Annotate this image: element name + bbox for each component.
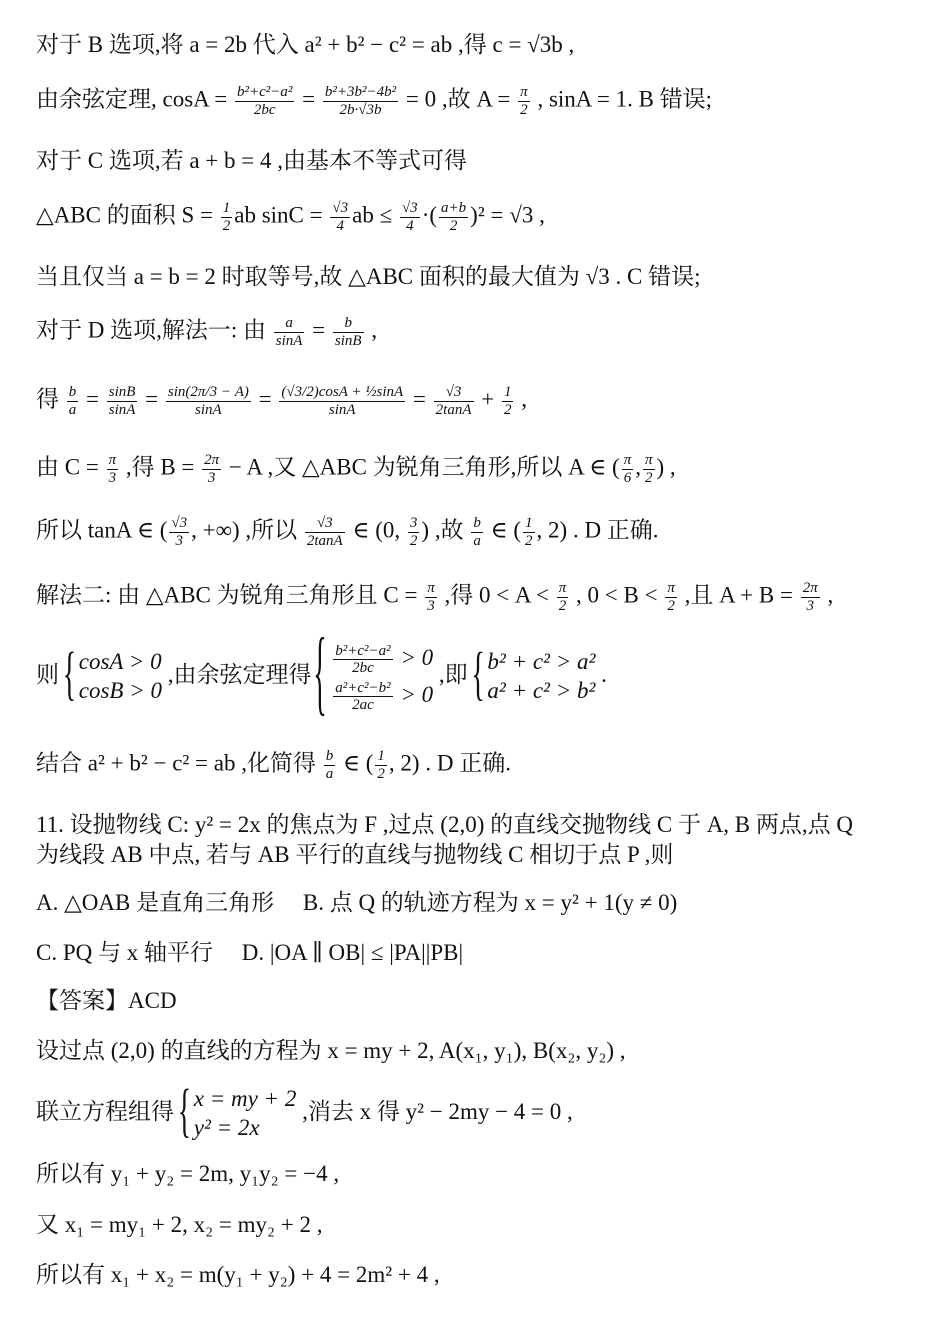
text-segment: 由余弦定理, cosA = [36,86,233,112]
text-line-10: 解法二: 由 △ABC 为锐角三角形且 C = $\frac{\pi}{3}$ ,得 0 < A < $\frac{\pi}{2}$ , 0 < B < $\frac{\pi}{2}$ ,且 A + B = $\frac{2\pi}{3}$ , [36,580,834,614]
text-line-6: 对于 D 选项,解法一: 由 $\frac{a}{\sin A}$ = $\frac{b}{\sin B}$ , [36,315,378,349]
fraction: $\frac{a}{\sin A}$ [275,315,303,349]
equation-system: { $\frac{\text{b²+c²−a²}}{2bc}$ > 0 $\frac{\text{a²+c²−b²}}{2ac}$ > 0 [317,640,433,714]
fraction: $\frac{√3}{3}$ [171,515,188,549]
fraction: $\frac{√3}{4}$ [332,200,349,234]
option-a-b: A. △OAB 是直角三角形 B. 点 Q 的轨迹方程为 x = y² + 1(y ≠ 0) [36,890,678,915]
fraction: $\frac{√3}{2\tan A}$ [435,384,472,418]
fraction: $\frac{1}{2}$ [222,200,231,234]
text-line-19: 联立方程组得 { x = my + 2 y² = 2x ,消去 x 得 y² − 2my − 4 = 0 , [36,1085,573,1143]
text-line-5: 当且仅当 a = b = 2 时取等号,故 △ABC 面积的最大值为 √3 . C 错误; [36,264,701,289]
answer-label: 【答案】ACD [36,988,177,1013]
fraction: $\frac{\sin B}{\sin A}$ [108,384,136,418]
fraction: $\frac{3}{2}$ [409,515,418,549]
text-line-9: 所以 tanA ∈ ( $\frac{√3}{3}$ , +∞) ,所以 $\frac{√3}{2\tan A}$ ∈ (0, $\frac{3}{2}$ ) ,故 $\frac{b}{a}$ ∈ ( $\frac{1}{2}$ , 2) . D 正确. [36,515,659,549]
fraction: $\frac{b}{a}$ [325,748,334,782]
text-line-4: △ABC 的面积 S = $\frac{1}{2}$ ab sinC = $\frac{√3}{4}$ ab ≤ $\frac{√3}{4}$ ·( $\frac{a+b}{2}$ )² = √3 , [36,200,545,234]
question-11-stem-line1: 11. 设抛物线 C: y² = 2x 的焦点为 F ,过点 (2,0) 的直线交抛物线 C 于 A, B 两点,点 Q [36,812,854,837]
equation-system: { b² + c² > a² a² + c² > b² [473,648,595,706]
fraction: $\frac{\pi}{2}$ [667,580,675,614]
text-line-11: 则 { cosA > 0 cosB > 0 ,由余弦定理得 { $\frac{\text{b²+c²−a²}}{2bc}$ > 0 $\frac{\text{a²+c²−b²}}{2ac}$ > 0 ,即 { b² + c² > a² a² + c² > b² . [36,640,607,714]
fraction: $\frac{1}{2}$ [503,384,512,418]
question-11-stem-line2: 为线段 AB 中点, 若与 AB 平行的直线与抛物线 C 相切于点 P ,则 [36,842,674,867]
text-line-7: 得 $\frac{b}{a}$ = $\frac{\sin B}{\sin A}$ = $\frac{\sin(2\pi/3 - A)}{\sin A}$ = $\frac{\text{(√3/2)cosA + ½sinA}}{\sin A}$ = $\frac{√3}{2\tan A}$ + $\frac{1}{2}$ , [36,384,527,418]
fraction: $\frac{b}{a}$ [473,515,481,549]
fraction: $\frac{\pi}{2}$ [644,452,653,486]
equation-system: { x = my + 2 y² = 2x [180,1085,297,1143]
fraction: $\frac{1}{2}$ [377,748,385,782]
fraction: $\frac{\sin(2\pi/3 - A)}{\sin A}$ [167,384,249,418]
fraction: $\frac{b}{\sin B}$ [334,315,362,349]
option-c-d: C. PQ 与 x 轴平行 D. |OA ∥ OB| ≤ |PA||PB| [36,940,464,965]
fraction: $\frac{1}{2}$ [525,515,533,549]
text-line-21: 又 x₁ = my₁ + 2, x₂ = my₂ + 2 , [36,1212,323,1237]
fraction: $\frac{\pi}{2}$ [558,580,567,614]
fraction: $\frac{√3}{2\tan A}$ [306,515,343,549]
text-line-12: 结合 a² + b² − c² = ab ,化简得 $\frac{b}{a}$ ∈ ( $\frac{1}{2}$ , 2) . D 正确. [36,748,511,782]
text-segment: = 0 ,故 A = [400,86,517,112]
text-segment: , sinA = 1. B 错误; [531,86,713,112]
fraction: $\frac{\text{b²+3b²−4b²}}{2b\cdot√3b}$ [324,84,397,118]
fraction: $\frac{\pi}{6}$ [623,452,632,486]
fraction: $\frac{\pi}{2}$ [520,84,528,118]
fraction: $\frac{2\pi}{3}$ [802,580,818,614]
fraction: $\frac{\text{(√3/2)cosA + ½sinA}}{\sin A}$ [281,384,404,418]
fraction: $\frac{b}{a}$ [68,384,77,418]
fraction: $\frac{\pi}{3}$ [108,452,117,486]
text-line-2: 由余弦定理, cosA = $\frac{\text{b²+c²−a²}}{2bc}$ = $\frac{\text{b²+3b²−4b²}}{2b\cdot√3b}$ = 0 ,故 A = $\frac{\pi}{2}$ , sinA = 1. B 错误; [36,84,713,118]
fraction: $\frac{\pi}{3}$ [427,580,435,614]
text-line-1: 对于 B 选项,将 a = 2b 代入 a² + b² − c² = ab ,得 c = √3b , [36,32,575,57]
text-line-18: 设过点 (2,0) 的直线的方程为 x = my + 2, A(x₁, y₁), B(x₂, y₂) , [36,1038,626,1063]
text-line-3: 对于 C 选项,若 a + b = 4 ,由基本不等式可得 [36,148,467,173]
fraction: $\frac{√3}{4}$ [401,200,418,234]
text-line-20: 所以有 y₁ + y₂ = 2m, y₁y₂ = −4 , [36,1161,340,1186]
fraction: $\frac{a+b}{2}$ [441,200,467,234]
text-line-8: 由 C = $\frac{\pi}{3}$ ,得 B = $\frac{2\pi}{3}$ − A ,又 △ABC 为锐角三角形,所以 A ∈ ( $\frac{\pi}{6}$ , $\frac{\pi}{2}$ ) , [36,452,676,486]
equation-system: { cosA > 0 cosB > 0 [65,648,162,706]
text-line-22: 所以有 x₁ + x₂ = m(y₁ + y₂) + 4 = 2m² + 4 , [36,1262,440,1287]
fraction: $\frac{\text{b²+c²−a²}}{2bc}$ [236,84,293,118]
fraction: $\frac{2\pi}{3}$ [204,452,220,486]
